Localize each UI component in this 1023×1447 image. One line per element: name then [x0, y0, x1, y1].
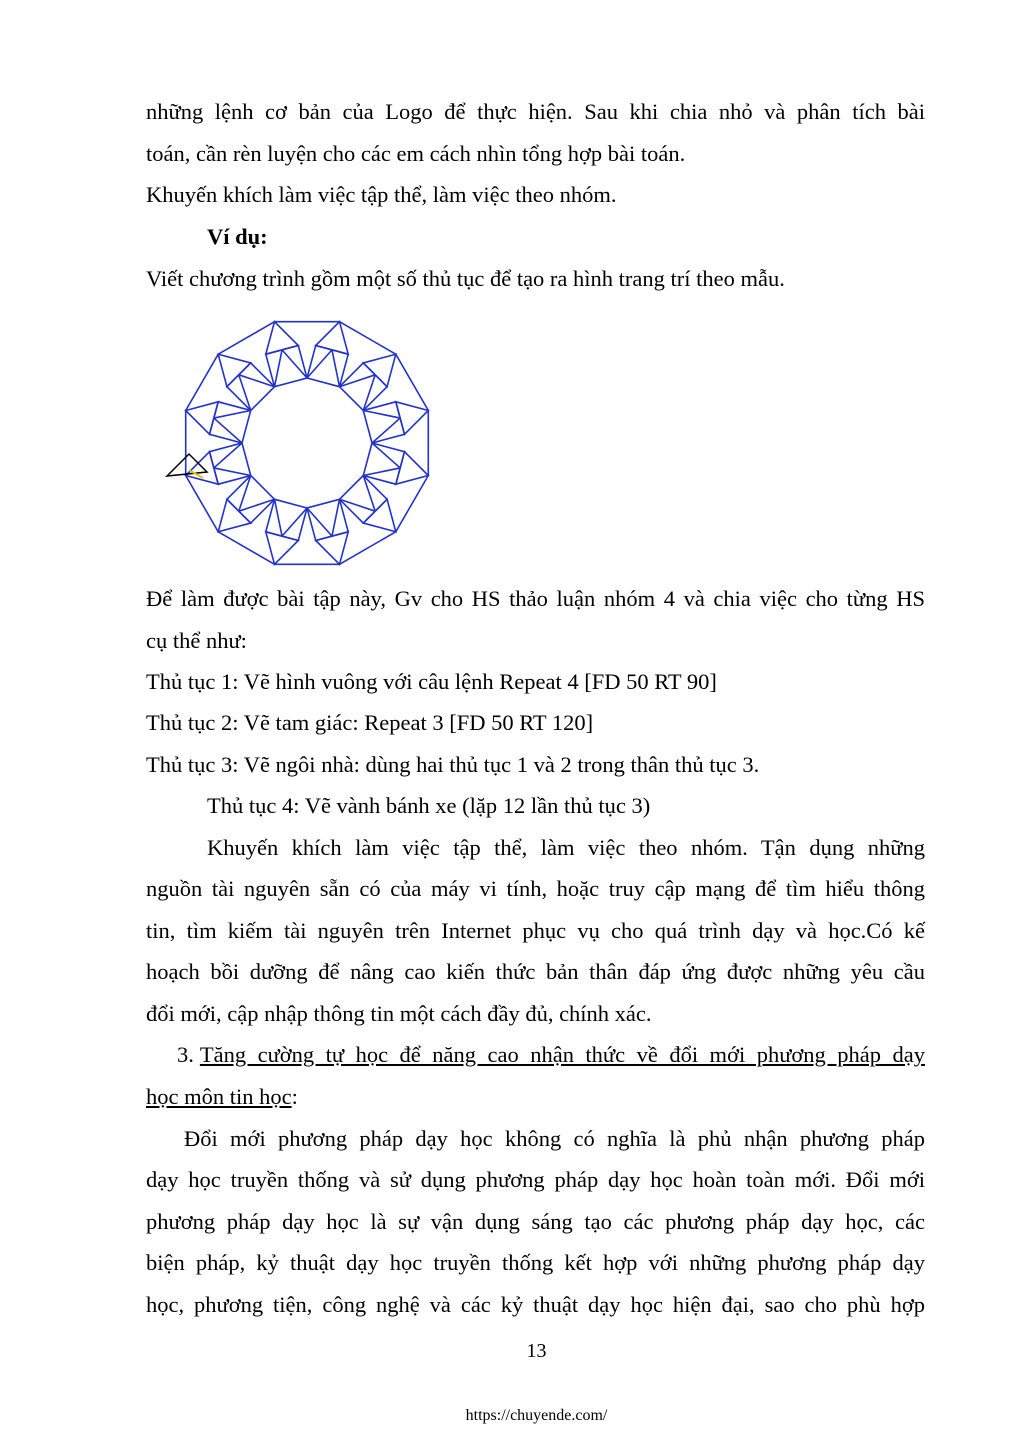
logo-wheel-figure [160, 316, 450, 576]
page-number: 13 [526, 1340, 547, 1362]
procedure-line: Thủ tục 4: Vẽ vành bánh xe (lặp 12 lần thủ tục 3) [207, 793, 651, 818]
turtle-icon [167, 454, 207, 478]
wheel-square [363, 402, 404, 443]
wheel-triangle [266, 322, 299, 355]
wheel-diagonal [275, 499, 283, 536]
wheel-square [210, 402, 251, 443]
wheel-square [227, 476, 275, 524]
wheel-square [307, 346, 348, 387]
paragraph-line: Khuyến khích làm việc tập thể, làm việc theo nhóm. [146, 182, 617, 207]
wheel-square [307, 499, 348, 540]
wheel-triangle [218, 499, 251, 531]
paragraph-line: toán, cần rèn luyện cho các em cách nhìn tổng hợp bài toán. [146, 141, 686, 166]
wheel-triangle [186, 402, 219, 435]
section-heading-cont [146, 1082, 298, 1112]
paragraph-line: nguồn tài nguyên sẵn có của máy vi tính, hoặc truy cập mạng để tìm hiểu thông [146, 876, 925, 901]
section-title: học môn tin học [146, 1084, 292, 1109]
wheel-triangle [396, 452, 429, 485]
paragraph-line: Để làm được bài tập này, Gv cho HS thảo luận nhóm 4 và chia việc cho từng HS [146, 586, 925, 611]
section-heading [177, 1040, 925, 1070]
wheel-triangle [218, 354, 251, 387]
procedure-line: Thủ tục 1: Vẽ hình vuông với câu lệnh Repeat 4 [FD 50 RT 90] [146, 669, 717, 694]
section-number: 3. [177, 1042, 194, 1067]
paragraph-line: dạy học truyền thống và sử dụng phương pháp dạy học hoàn toàn mới. Đổi mới [146, 1167, 925, 1192]
paragraph-line: phương pháp dạy học là sự vận dụng sáng tạo các phương pháp dạy học, các [146, 1209, 925, 1234]
wheel-diagonal [363, 411, 400, 419]
wheel-diagonal [275, 350, 283, 387]
paragraph-line: tin, tìm kiếm tài nguyên trên Internet phục vụ cho quá trình dạy và học.Có kế [146, 918, 925, 943]
example-heading: Ví dụ: [207, 224, 268, 249]
wheel-triangle [396, 402, 429, 435]
wheel-pattern [186, 322, 429, 565]
paragraph-line: Đổi mới phương pháp dạy học không có nghĩa là phủ nhận phương pháp [184, 1126, 925, 1151]
wheel-square [363, 443, 404, 484]
paragraph-line: đổi mới, cập nhập thông tin một cách đầy đủ, chính xác. [146, 1001, 652, 1026]
paragraph-line: biện pháp, kỷ thuật dạy học truyền thống kết hợp với những phương pháp dạy [146, 1250, 925, 1275]
footer-url: https://chuyende.com/ [465, 1407, 608, 1424]
wheel-triangle [316, 322, 349, 355]
wheel-triangle [363, 499, 396, 531]
wheel-diagonal [214, 468, 251, 476]
wheel-triangle [316, 532, 349, 565]
wheel-square [266, 499, 307, 540]
wheel-outline [186, 322, 429, 565]
wheel-diagonal [332, 499, 340, 536]
wheel-diagonal [332, 350, 340, 387]
paragraph-line: những lệnh cơ bản của Logo để thực hiện. Sau khi chia nhỏ và phân tích bài [146, 99, 925, 124]
paragraph-line: cụ thể như: [146, 628, 247, 653]
section-title: Tăng cường tự học để năng cao nhận thức về đổi mới phương pháp dạy [199, 1042, 925, 1067]
procedure-line: Thủ tục 3: Vẽ ngôi nhà: dùng hai thủ tục 1 và 2 trong thân thủ tục 3. [146, 752, 760, 777]
paragraph-line: Viết chương trình gồm một số thủ tục để tạo ra hình trang trí theo mẫu. [146, 266, 785, 291]
wheel-triangle [266, 532, 299, 565]
procedure-line: Thủ tục 2: Vẽ tam giác: Repeat 3 [FD 50 RT 120] [146, 710, 594, 735]
wheel-diagonal [214, 411, 251, 419]
wheel-square [227, 363, 275, 411]
section-colon: : [291, 1084, 298, 1109]
paragraph-line: hoạch bồi dưỡng để nâng cao kiến thức bản thân đáp ứng được những yêu cầu [146, 959, 925, 984]
paragraph-line: học, phương tiện, công nghệ và các kỷ thuật dạy học hiện đại, sao cho phù hợp [146, 1292, 925, 1317]
wheel-square [340, 363, 388, 411]
wheel-diagonal [363, 468, 400, 476]
wheel-square [266, 346, 307, 387]
wheel-triangle [363, 354, 396, 387]
wheel-square [340, 476, 388, 524]
wheel-square [210, 443, 251, 484]
paragraph-line: Khuyến khích làm việc tập thể, làm việc theo nhóm. Tận dụng những [207, 835, 925, 860]
